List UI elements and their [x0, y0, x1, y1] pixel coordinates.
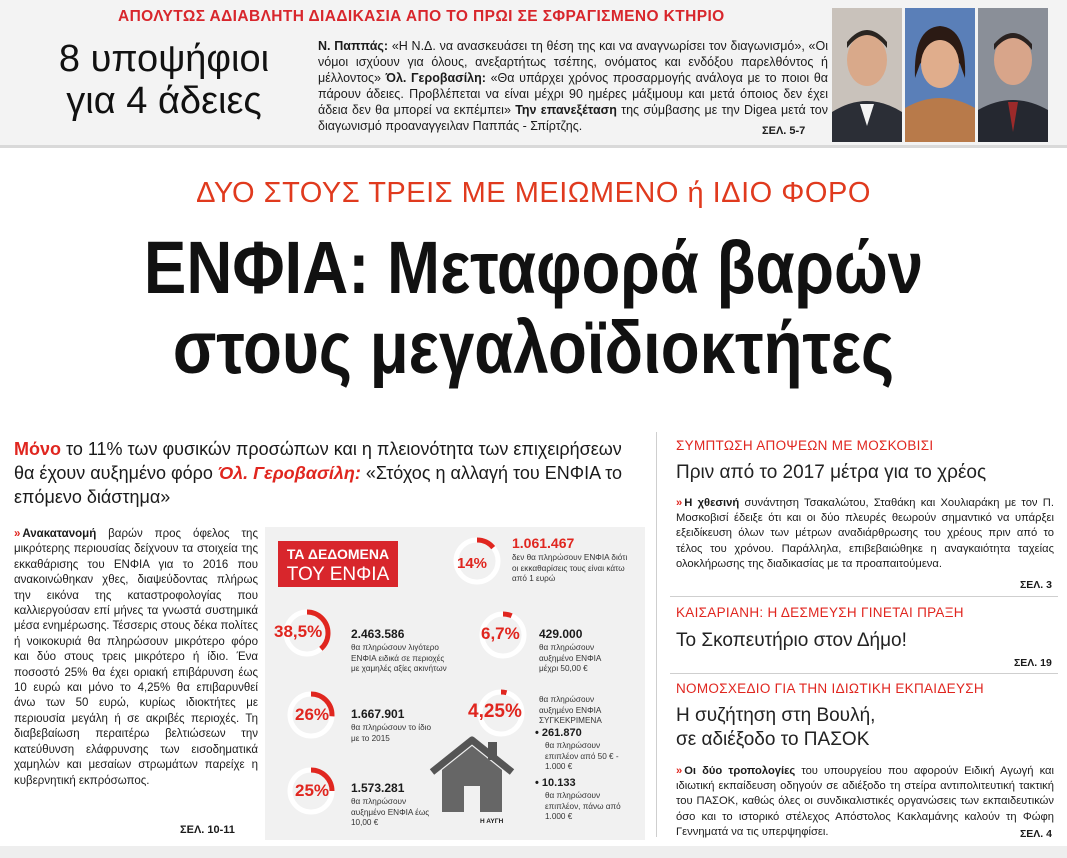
quote-gerovasili-text: «Θα υπάρχει χρόνος προσαρμογής ανάλογα με το ποιοι θα πάρουν άδειες. Προβλέπεται να είναι μέχρι 90 ημέρες μάξιμουμ και μετά όποιος δεν έχει άδεια δεν θα μπορεί να εκπέμπει» [318, 71, 829, 117]
top-story-headline [14, 38, 314, 122]
stat-number-261870-value: 261.870 [541, 727, 582, 739]
body-lead-word: Ανακατανομή [22, 528, 97, 540]
kaisariani-story-page-ref: ΣΕΛ. 19 [1014, 657, 1052, 669]
portrait-photo-1 [832, 8, 902, 142]
stat-desc-429000: θα πληρώσουν αυξημένο ΕΝΦΙΑ μέχρι 50,00 € [539, 643, 601, 673]
lead-speaker: Όλ. Γεροβασίλη: [217, 463, 361, 483]
enfia-infographic [265, 527, 645, 840]
main-headline-line-1: ΕΝΦΙΑ: Μεταφορά βαρών [143, 226, 924, 309]
debt-story-page-ref: ΣΕΛ. 3 [1020, 579, 1052, 591]
bullet-arrow-icon: » [676, 497, 683, 509]
section-divider [670, 673, 1058, 674]
quote-speaker-gerovasili: Όλ. Γεροβασίλη: [385, 71, 486, 85]
quote-pappas-text: «Η Ν.Δ. να ανασκευάσει τη θέση της και να αναγνωρίσει τον διαγωνισμό», «Οι νόμοι ισχύουν για όλους, ανεξαρτήτως τσέπης, ονόματος και ενδόξου παρελθόντος ή μέλλοντος» [318, 39, 828, 85]
education-story-kicker: ΝΟΜΟΣΧΕΔΙΟ ΓΙΑ ΤΗΝ ΙΔΙΩΤΙΚΗ ΕΚΠΑΙΔΕΥΣΗ [676, 681, 984, 696]
stat-desc-increase-specifically: θα πληρώσουν αυξημένο ΕΝΦΙΑ ΣΥΓΚΕΚΡΙΜΕΝΑ [539, 695, 602, 725]
stat-number-2463586: 2.463.586 [351, 627, 405, 641]
stat-desc-10133: θα πληρώσουν επιπλέον, πάνω από 1.000 € [545, 791, 621, 821]
kaisariani-story-title: Το Σκοπευτήριο στον Δήμο! [676, 630, 907, 651]
lead-quote: «Στόχος η αλλαγή του ΕΝΦΙΑ το επόμενο διάστημα» [14, 463, 623, 507]
stat-desc-1573281: θα πληρώσουν αυξημένο ΕΝΦΙΑ έως 10,00 € [351, 797, 430, 827]
page-bottom-strip [0, 846, 1067, 858]
main-story-kicker: ΔΥΟ ΣΤΟΥΣ ΤΡΕΙΣ ΜΕ ΜΕΙΩΜΕΝΟ ή ΙΔΙΟ ΦΟΡΟ [196, 177, 871, 209]
education-title-line-2: σε αδιέξοδο το ΠΑΣΟΚ [676, 729, 870, 750]
stat-pct-14: 14% [457, 555, 488, 572]
debt-story-title: Πριν από το 2017 μέτρα για το χρέος [676, 462, 987, 483]
education-story-page-ref: ΣΕΛ. 4 [1020, 828, 1052, 840]
stat-number-10133: • 10.133 [535, 777, 576, 789]
stat-desc-2463586: θα πληρώσουν λιγότερο ΕΝΦΙΑ ειδικά σε περιοχές με χαμηλές αξίες ακινήτων [351, 643, 447, 673]
quote-digea-bold: Την επανεξέταση [515, 103, 617, 117]
debt-story-body [676, 496, 1054, 572]
main-story-lead [14, 437, 644, 509]
stat-pct-38: 38,5% [274, 622, 323, 641]
stat-number-1667901: 1.667.901 [351, 707, 405, 721]
stat-number-1061467: 1.061.467 [512, 535, 575, 551]
body-text: βαρών προς όφελος της μικρότερης περιουσίας δείχνουν τα στοιχεία της εκκαθάρισης του ΕΝΦΙΑ για το 2016 που ανακοινώθηκαν χθες, διαψεύδοντας πλήρως την εικόνα της καταστροφολογίας που καλλιεργούσαν επί μήνες τα γνωστά συστημικά μέσα ενημέρωσης. Τέσσερις στους δέκα πολίτες ή νοικοκυριά θα πληρώσουν μικρότερο φόρο και δύο στους τρεις μικρότερο ή ίδιο. Ένα ποσοστό 25% θα έχει οριακή επιβάρυνση έως 10 ευρώ και μόνο το 4,25% θα επιβαρυνθεί άνω των 50 ευρώ, κυρίως ιδιοκτήτες με περιουσία μεγάλη ή σε ακριβές περιοχές. Τη διαβεβαίωση περαιτέρω βελτιώσεων την κατεύθυνση ελάφρυνσης των εισοδηματικά χαμηλών και μεσαίων στρωμάτων παρείχε η κυβερνητική εκπρόσωπος. [14, 528, 258, 787]
bullet-arrow-icon: » [676, 765, 683, 777]
stat-pct-26: 26% [295, 705, 330, 724]
column-divider [656, 432, 657, 837]
infographic-source: Η ΑΥΓΗ [480, 818, 504, 825]
stat-number-429000: 429.000 [539, 627, 583, 641]
top-headline-line-2: για 4 άδειες [66, 80, 262, 122]
debt-story-kicker: ΣΥΜΠΤΩΣΗ ΑΠΟΨΕΩΝ ΜΕ ΜΟΣΚΟΒΙΣΙ [676, 438, 934, 453]
main-headline-line-2: στους μεγαλοϊδιοκτήτες [172, 306, 895, 389]
infographic-title-line-2: ΤΟΥ ΕΝΦΙΑ [286, 564, 390, 585]
stat-desc-1667901: θα πληρώσουν το ίδιο με το 2015 [351, 723, 432, 743]
stat-pct-6: 6,7% [481, 624, 520, 643]
quote-speaker-pappas: Ν. Παππάς: [318, 39, 389, 53]
portrait-photo-2 [905, 8, 975, 142]
infographic-title-line-1: ΤΑ ΔΕΔΟΜΕΝΑ [286, 546, 390, 562]
stat-pct-25: 25% [295, 781, 330, 800]
bullet-arrow-icon: » [14, 528, 21, 540]
section-divider [670, 596, 1058, 597]
portrait-photo-3 [978, 8, 1048, 142]
top-story-kicker: ΑΠΟΛΥΤΩΣ ΑΔΙΑΒΛΗΤΗ ΔΙΑΔΙΚΑΣΙΑ ΑΠΟ ΤΟ ΠΡΩΙ ΣΕ ΣΦΡΑΓΙΣΜΕΝΟ ΚΤΗΡΙΟ [118, 8, 725, 25]
stat-desc-261870: θα πληρώσουν επιπλέον από 50 € - 1.000 € [545, 741, 619, 771]
stat-number-10133-value: 10.133 [541, 777, 576, 789]
stat-desc-1061467: δεν θα πληρώσουν ΕΝΦΙΑ διότι οι εκκαθαρίσεις τους είναι κάτω από 1 ευρώ [512, 553, 628, 583]
education-story-title [676, 704, 875, 752]
education-story-lead-word: Οι δύο τροπολογίες [684, 765, 796, 777]
infographic-title [278, 541, 398, 587]
debt-story-text: συνάντηση Τσακαλώτου, Σταθάκη και Χουλιαράκη με τον Π. Μοσκοβισί έδειξε ότι και οι δύο πλευρές θεωρούν σημαντικό να υπάρξει εξειδίκευση όλων των μέτρων αναδιάρθρωσης του χρέους πριν από το τέλος του χρόνου. Παράλληλα, επιβεβαιώθηκε η αναγκαιότητα ταχείας ολοκλήρωσης της διαδικασίας με τα προαπαιτούμενα. [676, 497, 1054, 570]
top-headline-line-1: 8 υποψήφιοι [58, 38, 270, 80]
lead-highlight: Μόνο [14, 439, 61, 459]
top-story-quotes [318, 38, 828, 134]
kaisariani-story-kicker: ΚΑΙΣΑΡΙΑΝΗ: Η ΔΕΣΜΕΥΣΗ ΓΙΝΕΤΑΙ ΠΡΑΞΗ [676, 605, 964, 620]
main-story-page-ref: ΣΕΛ. 10-11 [180, 824, 235, 836]
debt-story-lead-word: Η χθεσινή [684, 497, 740, 509]
stat-number-1573281: 1.573.281 [351, 781, 405, 795]
stat-number-261870: • 261.870 [535, 727, 582, 739]
top-story-page-ref: ΣΕΛ. 5-7 [762, 125, 806, 137]
house-icon [428, 734, 516, 814]
quote-digea-text: της σύμβασης με την Digea μετά τον διαγωνισμό προαναγγειλαν Παππάς - Σπίρτζης. [318, 103, 828, 133]
lead-text: το 11% των φυσικών προσώπων και η πλειονότητα των επιχειρήσεων θα έχουν αυξημένο φόρο [14, 439, 622, 483]
top-story-banner [0, 0, 1067, 148]
education-title-line-1: Η συζήτηση στη Βουλή, [676, 705, 876, 726]
main-story-body [14, 527, 258, 789]
education-story-text: του υπουργείου που αφορούν Ειδική Αγωγή και ιδιωτική εκπαίδευση οδηγούν σε αδιέξοδο τη στείρα αντιπολιτευτική τακτική του ΠΑΣΟΚ, καθώς όλες οι συνδικαλιστικές οργανώσεις των εκπαιδευτικών όσο και το ιστορικό στέλεχος Απόστολος Κακλαμάνης καλούν τη Φώφη Γεννηματά να τις υπερψηφίσει. [676, 765, 1054, 838]
main-story-headline [75, 228, 993, 388]
education-story-body [676, 764, 1054, 840]
stat-pct-4: 4,25% [468, 701, 522, 722]
